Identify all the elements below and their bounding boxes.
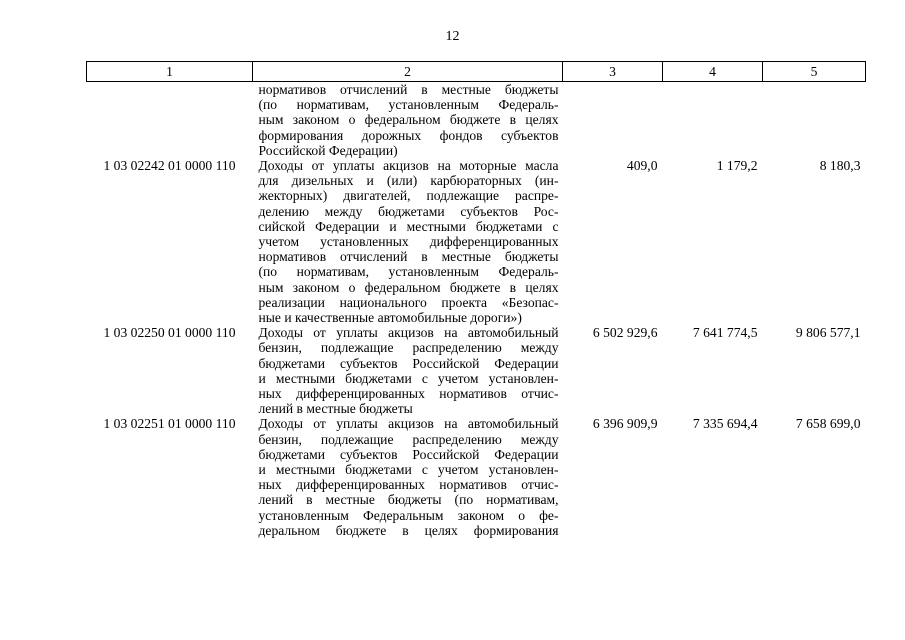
- description-cell: [253, 416, 563, 538]
- description-line: сийской Федерации и местными бюджетами с: [258, 218, 559, 234]
- amount-cell-v3: 6 502 929,6: [592, 325, 658, 341]
- table-row: [87, 82, 866, 159]
- description-cell: [253, 325, 563, 416]
- table-header: [87, 62, 866, 82]
- description-line: деральном бюджете в целях формирования: [258, 522, 559, 538]
- description-line: формирования дорожных фондов субъектов: [258, 127, 559, 143]
- description-line: Доходы от уплаты акцизов на моторные масла: [258, 158, 559, 174]
- description-line: ным законом о федеральном бюджете в целях: [258, 279, 559, 295]
- table-row: [87, 158, 866, 325]
- description-line: лений в местные бюджеты: [258, 401, 413, 417]
- amount-cell-v3: 6 396 909,9: [592, 416, 658, 432]
- description-line: ные и качественные автомобильные дороги»): [258, 310, 522, 326]
- budget-code-cell: 1 03 02250 01 0000 110: [103, 325, 236, 341]
- description-line: (по нормативам, установленным Федераль-: [258, 97, 559, 113]
- amount-cell-v4: [663, 82, 763, 159]
- column-header-5: 5: [763, 62, 866, 82]
- description-line: ным законом о федеральном бюджете в целях: [258, 112, 559, 128]
- description-line: ных дифференцированных нормативов отчис-: [258, 386, 559, 402]
- column-header-2: 2: [253, 62, 563, 82]
- description-line: (по нормативам, установленным Федераль-: [258, 264, 559, 280]
- amount-cell-v5: 7 658 699,0: [795, 416, 861, 432]
- description-line: учетом установленных дифференцированных: [258, 234, 559, 250]
- description-line: ных дифференцированных нормативов отчис-: [258, 477, 559, 493]
- description-cell: [253, 82, 563, 159]
- budget-code-cell: 1 03 02242 01 0000 110: [103, 158, 236, 174]
- column-header-3: 3: [563, 62, 663, 82]
- revenue-table: [86, 61, 866, 538]
- description-line: Российской Федерации): [258, 142, 398, 158]
- description-line: делению между бюджетами субъектов Рос-: [258, 203, 559, 219]
- description-line: Доходы от уплаты акцизов на автомобильный: [258, 325, 559, 341]
- amount-cell-v3: 409,0: [626, 158, 658, 174]
- description-line: реализации национального проекта «Безопас-: [258, 294, 559, 310]
- amount-cell-v4: 7 641 774,5: [692, 325, 758, 341]
- table-body: [87, 82, 866, 539]
- column-header-1: 1: [87, 62, 253, 82]
- description-line: жекторных) двигателей, подлежащие распре-: [258, 188, 559, 204]
- description-line: бюджетами субъектов Российской Федерации: [258, 446, 559, 462]
- amount-cell-v5: 8 180,3: [819, 158, 861, 174]
- description-line: установленным Федеральным законом о фе-: [258, 507, 559, 523]
- description-line: и местными бюджетами с учетом установлен-: [258, 462, 559, 478]
- description-line: нормативов отчислений в местные бюджеты: [258, 249, 559, 265]
- budget-code-cell: 1 03 02251 01 0000 110: [103, 416, 236, 432]
- description-cell: [253, 158, 563, 325]
- page-number: 12: [445, 29, 460, 44]
- amount-cell-v4: 7 335 694,4: [692, 416, 758, 432]
- amount-cell-v4: 1 179,2: [716, 158, 758, 174]
- table-row: [87, 325, 866, 416]
- amount-cell-v3: [563, 82, 663, 159]
- table-row: [87, 416, 866, 538]
- description-line: Доходы от уплаты акцизов на автомобильный: [258, 416, 559, 432]
- description-line: и местными бюджетами с учетом установлен-: [258, 370, 559, 386]
- description-line: нормативов отчислений в местные бюджеты: [258, 82, 559, 97]
- budget-code-cell: [87, 82, 253, 159]
- description-line: бензин, подлежащие распределению между: [258, 431, 559, 447]
- description-line: для дизельных и (или) карбюраторных (ин-: [258, 173, 559, 189]
- column-header-4: 4: [663, 62, 763, 82]
- description-line: лений в местные бюджеты (по нормативам,: [258, 492, 559, 508]
- amount-cell-v5: 9 806 577,1: [795, 325, 861, 341]
- amount-cell-v5: [763, 82, 866, 159]
- description-line: бюджетами субъектов Российской Федерации: [258, 355, 559, 371]
- description-line: бензин, подлежащие распределению между: [258, 340, 559, 356]
